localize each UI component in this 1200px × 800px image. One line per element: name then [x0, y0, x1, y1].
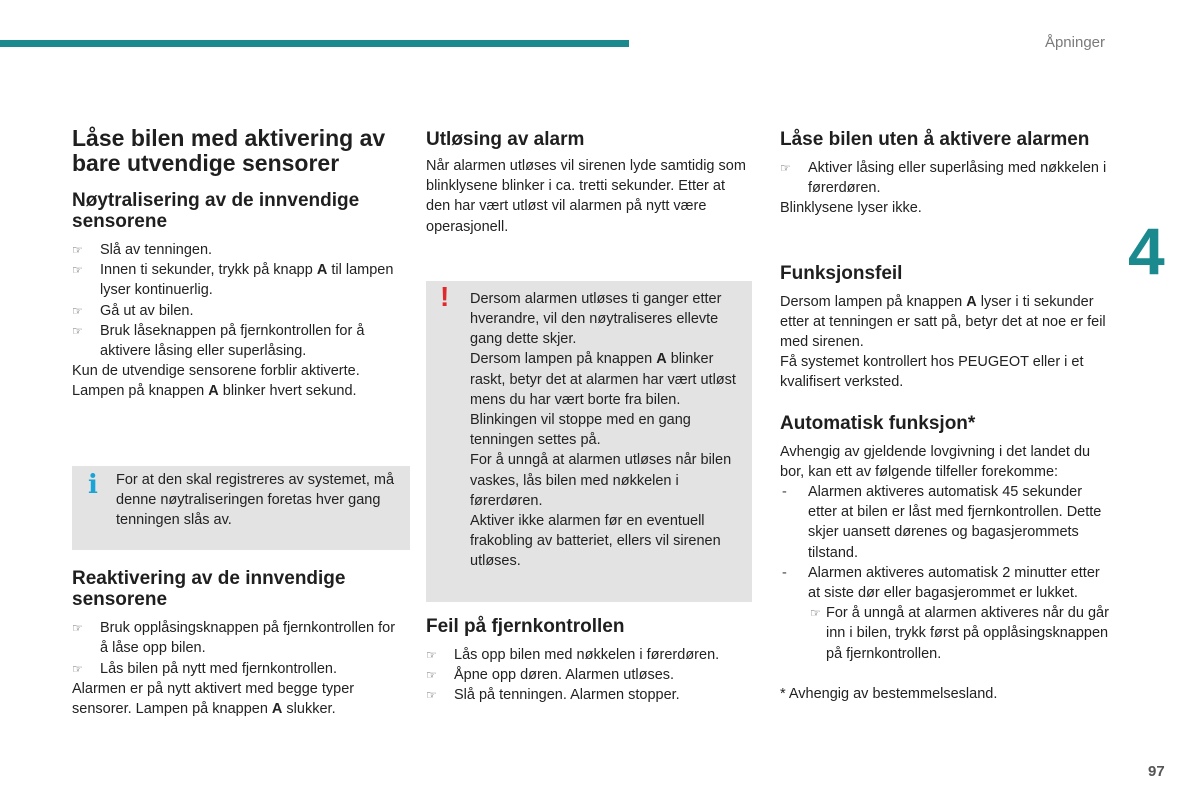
reactivation-note: Alarmen er på nytt aktivert med begge typer sensorer. Lampen på knappen A slukker.: [72, 680, 355, 718]
warning-text-3: For å unngå at alarmen utløses når bilen vaskes, lås bilen med nøkkelen i førerdøren.: [470, 452, 732, 509]
page-number: 97: [1148, 763, 1165, 780]
main-title: Låse bilen med aktivering av bare utvendige sensorer: [72, 125, 386, 176]
list-item: ☞ Lås bilen på nytt med fjernkontrollen.: [72, 659, 402, 679]
list-item: ☞ Slå på tenningen. Alarmen stopper.: [426, 685, 752, 705]
hand-pointer-icon: ☞: [72, 263, 83, 278]
neutralisation-note-2: Lampen på knappen A blinker hvert sekund.: [72, 383, 357, 400]
hand-pointer-icon: ☞: [72, 621, 83, 636]
hand-pointer-icon: ☞: [426, 688, 437, 703]
lock-without-alarm-heading: Låse bilen uten å aktivere alarmen: [780, 129, 1090, 150]
warning-text-4: Aktiver ikke alarmen før en eventuell frakobling av batteriet, ellers vil sirenen utløses.: [470, 513, 721, 570]
automatic-function-list: [780, 482, 1110, 664]
alarm-trigger-heading: Utløsing av alarm: [426, 129, 585, 150]
info-text: For at den skal registreres av systemet, må denne nøytraliseringen foretas hver gang tenningen slås av.: [116, 471, 395, 529]
warning-text-1: Dersom alarmen utløses ti ganger etter hverandre, vil den nøytraliseres ellevte gang dette skjer.: [470, 290, 722, 348]
hand-pointer-icon: ☞: [72, 303, 83, 318]
hand-pointer-icon: ☞: [72, 661, 83, 676]
neutralisation-steps: [72, 240, 402, 361]
column-left: [72, 126, 402, 719]
info-icon: i: [88, 469, 98, 500]
neutralisation-heading: Nøytralisering av de innvendige sensorene: [72, 190, 360, 232]
info-box: [72, 466, 410, 551]
malfunction-text-2: Få systemet kontrollert hos PEUGEOT eller i et kvalifisert verksted.: [780, 354, 1084, 391]
list-item: ☞ Bruk låseknappen på fjernkontrollen for å aktivere låsing eller superlåsing.: [72, 322, 365, 360]
list-item: ☞ Bruk opplåsingsknappen på fjernkontrollen for å låse opp bilen.: [72, 620, 396, 657]
column-middle: [426, 126, 752, 705]
list-item: ☞ Innen ti sekunder, trykk på knapp A til lampen lyser kontinuerlig.: [72, 262, 394, 299]
list-item: - Alarmen aktiveres automatisk 45 sekunder etter at bilen er låst med fjernkontrollen. Dette skjer uansett dørenes og bagasjerommets tilstand.: [782, 484, 1102, 561]
list-item: ☞ For å unngå at alarmen aktiveres når du går inn i bilen, trykk først på opplåsingsknappen på fjernkontrollen.: [810, 605, 1109, 662]
list-item: ☞ Åpne opp døren. Alarmen utløses.: [426, 665, 752, 685]
list-item: - Alarmen aktiveres automatisk 2 minutter etter at siste dør eller bagasjerommet er lukket.: [782, 564, 1100, 602]
remote-fault-heading: Feil på fjernkontrollen: [426, 615, 625, 637]
lock-without-alarm-note: Blinklysene lyser ikke.: [780, 200, 922, 217]
footnote: * Avhengig av bestemmelsesland.: [780, 685, 998, 702]
remote-fault-steps: [426, 645, 752, 706]
hand-pointer-icon: ☞: [72, 323, 83, 338]
hand-pointer-icon: ☞: [426, 647, 437, 662]
column-right: [780, 126, 1110, 704]
reactivation-heading: Reaktivering av de innvendige sensorene: [72, 568, 346, 611]
hand-pointer-icon: ☞: [72, 243, 83, 257]
chapter-number: 4: [1128, 214, 1165, 288]
hand-pointer-icon: ☞: [780, 161, 791, 175]
malfunction-text-1: Dersom lampen på knappen A lyser i ti sekunder etter at tenningen er satt på, betyr det at noe er feil med sirenen.: [780, 293, 1106, 351]
automatic-function-heading: Automatisk funksjon*: [780, 412, 976, 434]
header-accent-bar: [0, 40, 629, 47]
alarm-trigger-text: Når alarmen utløses vil sirenen lyde samtidig som blinklysene blinker i ca. tretti sekunder. Etter at den har vært utløst vil alarmen på nytt være operasjonell.: [426, 158, 746, 235]
lock-without-alarm-steps: [780, 158, 1110, 198]
hand-pointer-icon: ☞: [426, 667, 437, 682]
hand-pointer-icon: ☞: [810, 606, 821, 621]
list-item: ☞ Aktiver låsing eller superlåsing med nøkkelen i førerdøren.: [780, 160, 1107, 197]
exclamation-icon: !: [440, 280, 450, 312]
list-item: ☞ Slå av tenningen.: [72, 240, 402, 260]
list-item: ☞ Lås opp bilen med nøkkelen i førerdøren.: [426, 645, 752, 665]
section-title: Åpninger: [1044, 34, 1105, 51]
list-item: ☞ Gå ut av bilen.: [72, 301, 402, 321]
reactivation-steps: [72, 618, 402, 679]
warning-text-2: Dersom lampen på knappen A blinker raskt, betyr det at alarmen har vært utløst mens du har vært borte fra bilen. Blinkingen vil stoppe med en gang tenningen settes på.: [470, 351, 736, 449]
warning-box: [426, 281, 752, 602]
malfunction-heading: Funksjonsfeil: [780, 262, 903, 284]
automatic-function-intro: Avhengig av gjeldende lovgivning i det landet du bor, kan ett av følgende tilfeller forekomme:: [780, 443, 1091, 480]
neutralisation-note-1: Kun de utvendige sensorene forblir aktiverte.: [72, 363, 360, 380]
